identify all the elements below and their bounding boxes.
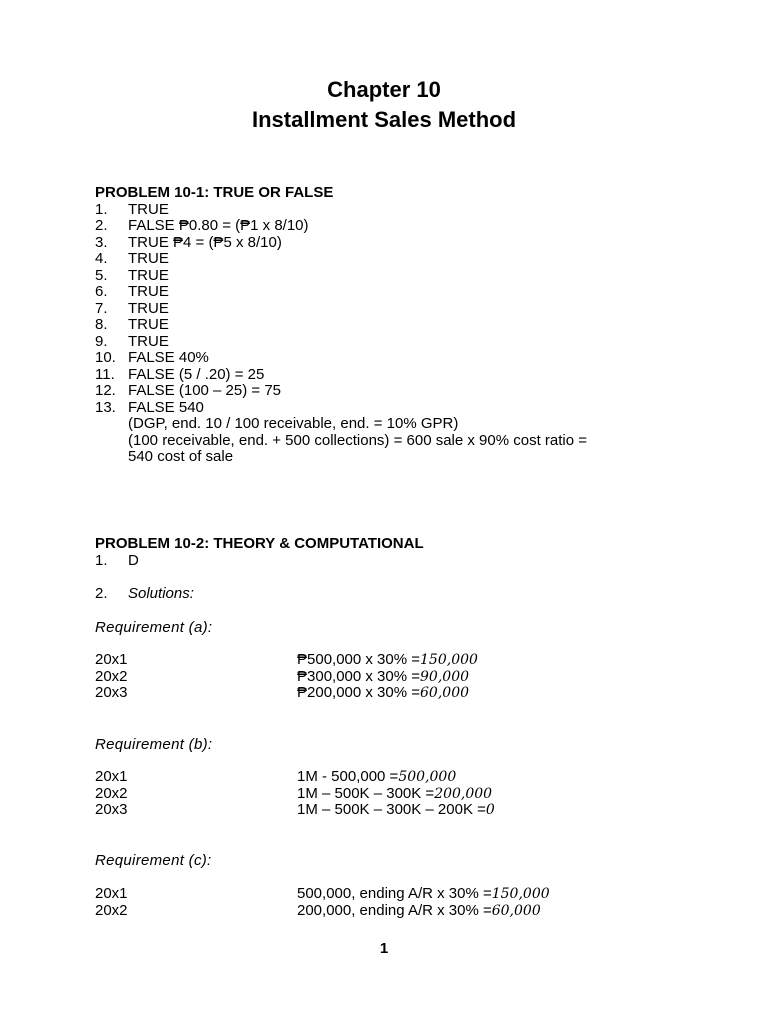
requirement-a-rows — [95, 652, 478, 702]
item-continuation: (100 receivable, end. + 500 collections) = 600 sale x 90% cost ratio = — [128, 431, 588, 449]
list-item — [95, 334, 587, 351]
year-cell: 20x2 — [95, 784, 128, 802]
expression-cell: ₱300,000 x 30% = — [297, 667, 421, 685]
item-number: 11. — [95, 365, 115, 383]
chapter-title: Installment Sales Method — [251, 107, 517, 132]
item-number: 9. — [95, 332, 108, 350]
table-row — [95, 769, 495, 786]
requirement-b-rows — [95, 769, 495, 819]
item-number: 10. — [95, 349, 116, 366]
expression-cell: 1M – 500K – 300K = — [297, 784, 435, 802]
item-text: TRUE — [128, 332, 169, 350]
item-text: TRUE ₱4 = (₱5 x 8/10) — [128, 233, 282, 251]
item-number: 13. — [95, 398, 116, 416]
answer-cell: 150,000 — [420, 652, 478, 668]
page-number: 1 — [379, 940, 389, 957]
list-item — [95, 268, 587, 285]
year-cell: 20x1 — [95, 768, 128, 785]
item-text: FALSE (100 – 25) = 75 — [128, 382, 282, 399]
requirement-a-label: Requirement (a): — [95, 619, 213, 636]
item-number: 7. — [95, 299, 108, 317]
item-number: 12. — [95, 382, 116, 399]
item-text: TRUE — [128, 250, 169, 267]
table-row — [95, 652, 478, 669]
problem-10-2 — [95, 536, 424, 602]
list-item — [95, 301, 587, 318]
table-row — [95, 886, 550, 903]
expression-cell: 1M – 500K – 300K – 200K = — [297, 801, 486, 818]
expression-cell: ₱500,000 x 30% = — [297, 651, 421, 668]
answer-cell: 90,000 — [420, 668, 470, 685]
problem-heading: PROBLEM 10-1: TRUE OR FALSE — [95, 184, 334, 201]
problem-heading: PROBLEM 10-2: THEORY & COMPUTATIONAL — [95, 535, 424, 552]
item-text: FALSE 40% — [128, 349, 209, 366]
list-item — [95, 202, 587, 219]
list-item — [95, 383, 587, 400]
item-number: 8. — [95, 316, 108, 333]
item-number: 3. — [95, 233, 108, 251]
expression-cell: 200,000, ending A/R x 30% = — [297, 901, 492, 919]
requirement-c-label: Requirement (c): — [95, 852, 212, 869]
table-row — [95, 802, 495, 819]
item-number: 5. — [95, 266, 108, 284]
table-row — [95, 786, 495, 803]
item-number: 2. — [95, 584, 108, 602]
expression-cell: 500,000, ending A/R x 30% = — [297, 885, 492, 902]
item-number: 4. — [95, 250, 108, 267]
answer-cell: 60,000 — [491, 902, 541, 919]
year-cell: 20x3 — [95, 684, 128, 701]
problem-10-1 — [95, 185, 587, 466]
list-item — [95, 284, 587, 301]
table-row — [95, 669, 478, 686]
list-item — [95, 586, 424, 603]
year-cell: 20x1 — [95, 885, 128, 902]
year-cell: 20x2 — [95, 901, 128, 919]
item-continuation: (DGP, end. 10 / 100 receivable, end. = 10% GPR) — [128, 415, 459, 432]
answer-cell: 150,000 — [491, 886, 550, 902]
list-item — [95, 350, 587, 367]
answer-cell: 500,000 — [398, 769, 457, 785]
item-text: D — [128, 551, 139, 569]
expression-cell: 1M - 500,000 = — [297, 768, 399, 785]
expression-cell: ₱200,000 x 30% = — [297, 684, 421, 701]
table-row — [95, 685, 478, 702]
list-item — [95, 235, 587, 252]
item-number: 2. — [95, 217, 108, 234]
list-item — [95, 553, 424, 570]
list-item — [95, 367, 587, 384]
item-text: TRUE — [128, 316, 169, 333]
item-text: TRUE — [128, 283, 169, 300]
item-continuation: 540 cost of sale — [128, 448, 234, 465]
answer-cell: 0 — [485, 802, 495, 818]
list-item — [95, 317, 587, 334]
item-number: 1. — [95, 200, 108, 218]
item-text: FALSE 540 — [128, 398, 204, 416]
list-item — [95, 218, 587, 235]
answer-cell: 200,000 — [434, 785, 493, 802]
chapter-heading: Chapter 10 — [327, 77, 441, 102]
item-number: 1. — [95, 551, 108, 569]
item-text: FALSE ₱0.80 = (₱1 x 8/10) — [128, 217, 309, 234]
year-cell: 20x2 — [95, 667, 128, 685]
year-cell: 20x1 — [95, 651, 128, 668]
list-item — [95, 251, 587, 268]
requirement-b-label: Requirement (b): — [95, 736, 213, 753]
requirement-c-rows — [95, 886, 550, 919]
table-row — [95, 903, 550, 920]
item-number: 6. — [95, 283, 108, 300]
answer-cell: 60,000 — [420, 685, 470, 701]
item-text: TRUE — [128, 299, 169, 317]
item-text: TRUE — [128, 200, 169, 218]
title-block — [0, 75, 768, 135]
year-cell: 20x3 — [95, 801, 128, 818]
item-text: FALSE (5 / .20) = 25 — [128, 365, 265, 383]
item-text: TRUE — [128, 266, 169, 284]
list-item — [95, 400, 587, 417]
item-text: Solutions: — [128, 584, 194, 602]
